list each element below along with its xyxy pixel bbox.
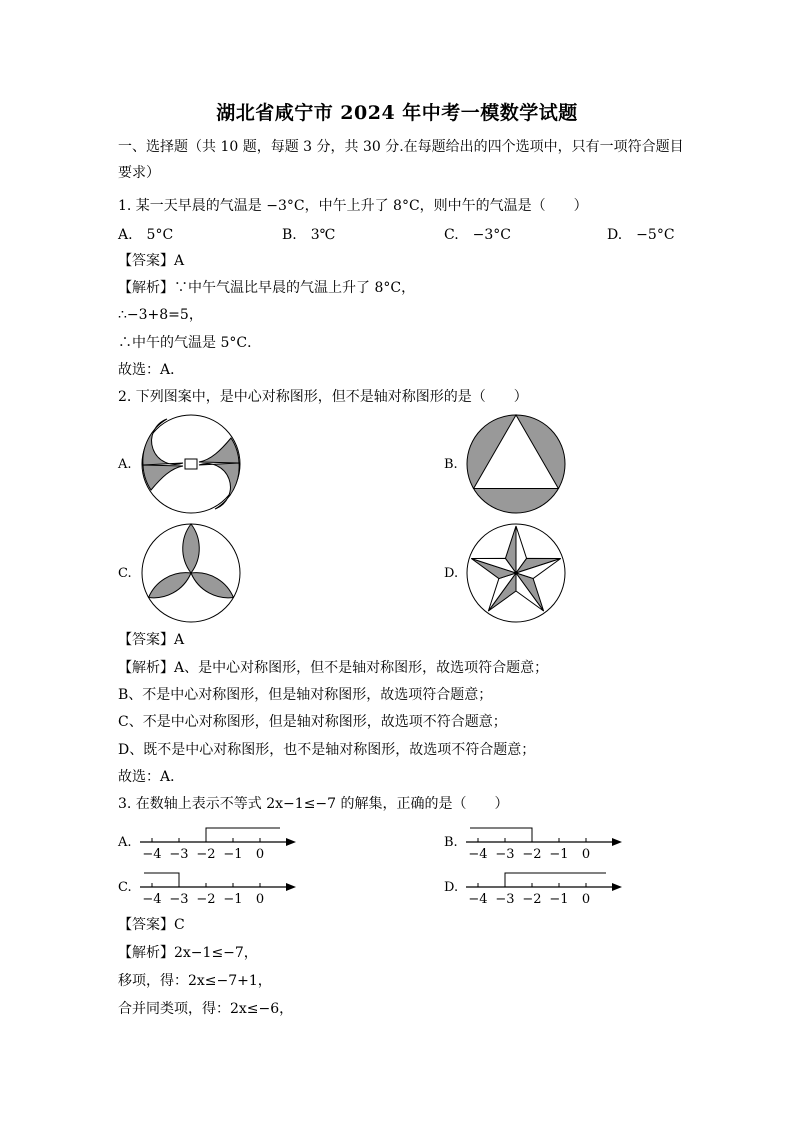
tick-label: −4: [142, 892, 162, 907]
q2-figure-a: [140, 413, 242, 515]
q3-analysis-2: 移项，得：2x≤−7+1，: [118, 973, 272, 989]
tick-label: −3: [495, 892, 515, 907]
tick-label: −2: [522, 847, 542, 862]
q3-stem: 3. 在数轴上表示不等式 2x−1≤−7 的解集，正确的是（ ）: [118, 796, 509, 812]
tick-label: −3: [169, 892, 189, 907]
q1-option-a: A. 5°C: [118, 227, 174, 243]
q3-label-d: D.: [444, 880, 459, 895]
q3-numberline-b: [466, 824, 626, 864]
tick-label: −1: [223, 847, 243, 862]
tick-label: −4: [142, 847, 162, 862]
solution-bracket: [206, 828, 280, 842]
q1-analysis-4: 故选：A．: [118, 362, 185, 378]
tick-label: 0: [581, 847, 591, 862]
tick-label: 0: [581, 892, 591, 907]
q3-analysis-3: 合并同类项，得：2x≤−6，: [118, 1001, 294, 1017]
q2-figure-c: [140, 522, 242, 624]
q2-label-b: B.: [444, 457, 458, 472]
tick-label: −2: [196, 892, 216, 907]
page-title: 湖北省咸宁市 2024 年中考一模数学试题: [216, 102, 578, 124]
q2-stem: 2. 下列图案中，是中心对称图形，但不是轴对称图形的是（ ）: [118, 389, 528, 405]
q3-label-c: C.: [118, 880, 132, 895]
q1-analysis-1: 【解析】∵中午气温比早晨的气温上升了 8°C，: [118, 280, 416, 296]
tick-label: −1: [549, 892, 569, 907]
q3-numberline-d: [466, 869, 626, 909]
q2-analysis-1: 【解析】A、是中心对称图形，但不是轴对称图形，故选项符合题意；: [118, 660, 549, 676]
axis-arrow: [612, 883, 622, 891]
tick-label: −3: [495, 847, 515, 862]
axis-arrow: [286, 838, 296, 846]
q1-option-d: D. −5°C: [607, 227, 675, 243]
q2-analysis-3: C、不是中心对称图形，但是轴对称图形，故选项不符合题意；: [118, 714, 507, 730]
solution-bracket: [144, 873, 179, 887]
q2-analysis-2: B、不是中心对称图形，但是轴对称图形，故选项符合题意；: [118, 687, 493, 703]
tick-label: 0: [255, 892, 265, 907]
q3-label-b: B.: [444, 835, 458, 850]
q2-label-a: A.: [118, 457, 132, 472]
q1-stem: 1. 某一天早晨的气温是 −3°C，中午上升了 8°C，则中午的气温是（ ）: [118, 198, 588, 214]
q2-label-d: D.: [444, 566, 459, 581]
tick-label: −4: [468, 892, 488, 907]
q2-label-c: C.: [118, 566, 132, 581]
solution-bracket: [470, 828, 532, 842]
q3-numberline-a: [140, 824, 300, 864]
q3-numberline-c: [140, 869, 300, 909]
tick-label: −2: [196, 847, 216, 862]
q3-label-a: A.: [118, 835, 132, 850]
tick-label: −1: [549, 847, 569, 862]
q2-analysis-5: 故选：A．: [118, 769, 185, 785]
q2-figure-d: [465, 522, 567, 624]
q2-answer: 【答案】A: [118, 632, 185, 648]
axis-arrow: [612, 838, 622, 846]
axis-arrow: [286, 883, 296, 891]
q1-option-b: B. 3℃: [282, 227, 336, 243]
solution-bracket: [505, 873, 606, 887]
tick-label: 0: [255, 847, 265, 862]
tick-label: −1: [223, 892, 243, 907]
q3-analysis-1: 【解析】2x−1≤−7，: [118, 945, 258, 961]
section-heading-line2: 要求）: [118, 165, 160, 181]
q3-answer: 【答案】C: [118, 917, 185, 933]
tick-label: −3: [169, 847, 189, 862]
tick-label: −2: [522, 892, 542, 907]
q1-option-c: C. −3°C: [444, 227, 512, 243]
q1-analysis-3: ∴中午的气温是 5°C．: [118, 335, 262, 351]
q1-answer: 【答案】A: [118, 253, 185, 269]
tick-label: −4: [468, 847, 488, 862]
q2-analysis-4: D、既不是中心对称图形，也不是轴对称图形，故选项不符合题意；: [118, 742, 536, 758]
q1-analysis-2: ∴−3+8=5，: [118, 307, 203, 323]
q2-figure-b: [465, 413, 567, 515]
section-heading-line1: 一、选择题（共 10 题，每题 3 分，共 30 分.在每题给出的四个选项中，只有一项符合题目: [118, 139, 684, 155]
